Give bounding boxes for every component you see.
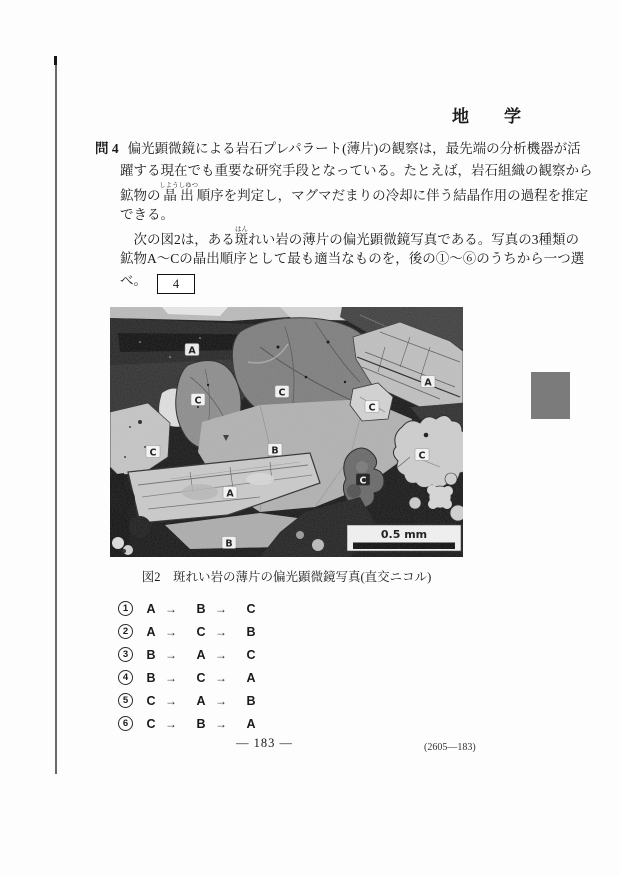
figure-caption: 図2 斑れい岩の薄片の偏光顕微鏡写真(直交ニコル) — [141, 570, 432, 584]
circled-number: 4 — [118, 670, 133, 685]
svg-text:C: C — [359, 475, 367, 487]
question-text-line: 躍する現在でも重要な研究手段となっている。たとえば，岩石組織の観察から — [120, 163, 593, 178]
arrow-icon: → — [215, 670, 227, 685]
arrow-icon: → — [165, 647, 177, 662]
arrow-icon: → — [165, 624, 177, 639]
question-text-line: できる。 — [120, 207, 174, 222]
svg-text:B: B — [271, 445, 279, 457]
subject-header: 地 学 — [452, 107, 530, 126]
svg-text:C: C — [418, 450, 426, 462]
thin-section-photomicrograph — [110, 307, 463, 557]
page-number: — 183 — — [236, 736, 293, 750]
svg-text:C: C — [368, 402, 376, 414]
circled-number: 2 — [118, 624, 133, 639]
svg-text:C: C — [149, 447, 157, 459]
question-block — [95, 138, 593, 292]
edge-gray-tab — [531, 372, 570, 419]
arrow-icon: → — [215, 624, 227, 639]
circled-number: 5 — [118, 693, 133, 708]
arrow-icon: → — [215, 716, 227, 731]
arrow-icon: → — [215, 601, 227, 616]
answer-number-box: 4 — [157, 274, 195, 294]
ruby-shoushutsu: 晶 出しようしゆつ — [159, 182, 199, 203]
arrow-icon: → — [215, 647, 227, 662]
svg-text:C: C — [278, 387, 286, 399]
svg-text:B: B — [225, 538, 233, 550]
svg-text:C: C — [194, 395, 202, 407]
arrow-icon: → — [165, 601, 177, 616]
page-binding-mark — [54, 56, 57, 65]
question-text-line: べ。 4 — [95, 270, 555, 292]
circled-number: 1 — [118, 601, 133, 616]
arrow-icon: → — [215, 693, 227, 708]
answer-choices — [0, 597, 620, 735]
question-text-line: 次の図2は，ある斑はんれい岩の薄片の偏光顕微鏡写真である。写真の3種類の — [120, 226, 579, 247]
print-code: (2605—183) — [424, 742, 476, 753]
question-text-line: 鉱物A～Cの晶出順序として最も適当なものを，後の①～⑥のうちから一つ選 — [120, 251, 585, 266]
choice-1: 1 A → B → C — [0, 597, 620, 620]
choice-5: 5 C → A → B — [0, 689, 620, 712]
arrow-icon: → — [165, 716, 177, 731]
figure-2 — [110, 307, 463, 585]
svg-text:A: A — [424, 377, 432, 389]
ruby-han: 斑はん — [234, 226, 249, 247]
circled-number: 6 — [118, 716, 133, 731]
question-text-line: 鉱物の晶 出しようしゆつ順序を判定し，マグマだまりの冷却に伴う結晶作用の過程を推定 — [120, 182, 589, 203]
choice-3: 3 B → A → C — [0, 643, 620, 666]
question-text-line: 問 4 偏光顕微鏡による岩石プレパラート(薄片)の観察は，最先端の分析機器が活 — [95, 141, 581, 156]
question-number-label: 問 4 — [95, 141, 119, 156]
scale-bar-label: 0.5 mm — [380, 528, 428, 541]
arrow-icon: → — [165, 670, 177, 685]
circled-number: 3 — [118, 647, 133, 662]
svg-text:A: A — [188, 345, 196, 357]
choice-2: 2 A → C → B — [0, 620, 620, 643]
choice-6: 6 C → B → A — [0, 712, 620, 735]
arrow-icon: → — [165, 693, 177, 708]
choice-4: 4 B → C → A — [0, 666, 620, 689]
svg-text:A: A — [226, 488, 234, 500]
